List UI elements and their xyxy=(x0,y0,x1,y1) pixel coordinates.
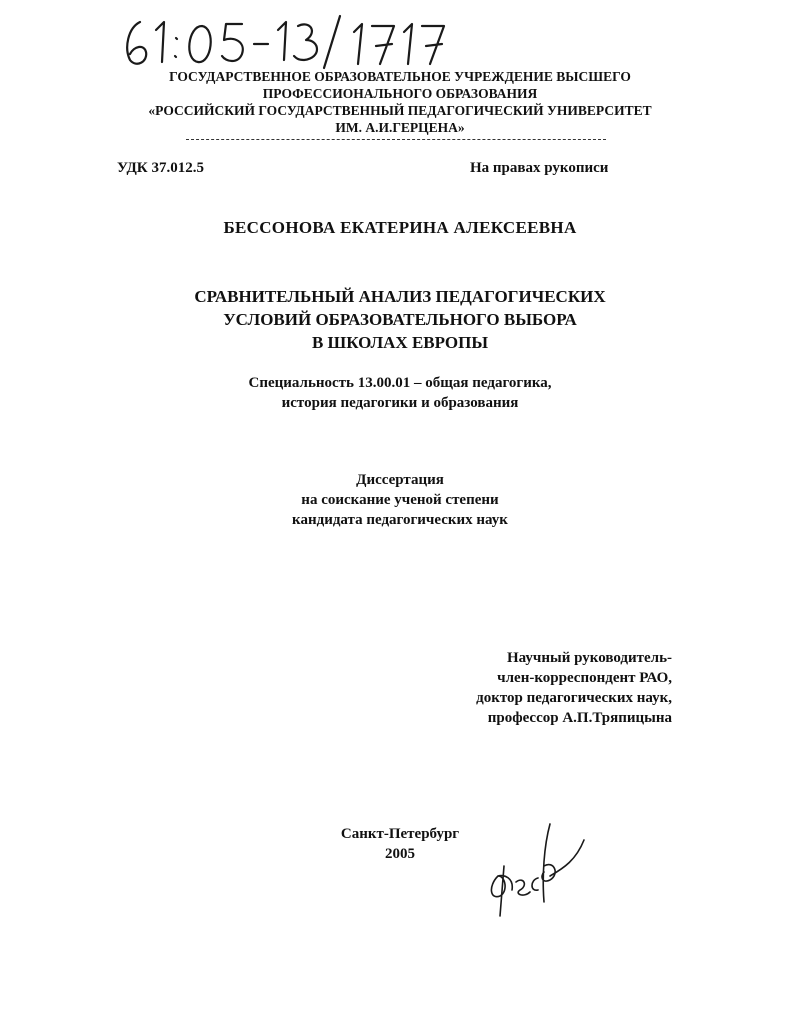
place-and-year xyxy=(100,824,700,864)
year: 2005 xyxy=(385,846,415,862)
scientific-advisor xyxy=(400,648,672,728)
manuscript-rights: На правах рукописи xyxy=(470,160,609,176)
degree-line: кандидата педагогических наук xyxy=(292,512,508,528)
advisor-line: доктор педагогических наук, xyxy=(476,690,672,706)
title-line: В ШКОЛАХ ЕВРОПЫ xyxy=(311,333,489,352)
advisor-line: профессор А.П.Тряпицына xyxy=(487,710,672,726)
title-line: СРАВНИТЕЛЬНЫЙ АНАЛИЗ ПЕДАГОГИЧЕСКИХ xyxy=(194,287,606,306)
city: Санкт-Петербург xyxy=(340,826,460,842)
specialty-line: история педагогики и образования xyxy=(281,395,519,411)
advisor-line: Научный руководитель- xyxy=(507,650,672,666)
dissertation-degree xyxy=(100,470,700,530)
dissertation-title xyxy=(100,285,700,354)
author-name: БЕССОНОВА ЕКАТЕРИНА АЛЕКСЕЕВНА xyxy=(223,218,577,237)
degree-line: на соискание ученой степени xyxy=(301,492,499,508)
handwritten-catalog-code xyxy=(118,8,458,72)
signature-icon xyxy=(484,816,594,926)
title-line: УСЛОВИЙ ОБРАЗОВАТЕЛЬНОГО ВЫБОРА xyxy=(223,310,577,329)
institution-line: «РОССИЙСКИЙ ГОСУДАРСТВЕННЫЙ ПЕДАГОГИЧЕСКИЙ УНИВЕРСИТЕТ xyxy=(148,103,652,118)
degree-line: Диссертация xyxy=(356,472,444,488)
advisor-line: член-корреспондент РАО, xyxy=(497,670,672,686)
institution-header xyxy=(100,68,700,136)
institution-line: ГОСУДАРСТВЕННОЕ ОБРАЗОВАТЕЛЬНОЕ УЧРЕЖДЕНИЕ ВЫСШЕГО xyxy=(169,69,631,84)
dashed-divider xyxy=(186,139,606,140)
udk-code: УДК 37.012.5 xyxy=(117,160,204,176)
specialty xyxy=(100,373,700,413)
institution-line: ИМ. А.И.ГЕРЦЕНА» xyxy=(335,120,465,135)
specialty-line: Специальность 13.00.01 – общая педагогика, xyxy=(248,375,552,391)
institution-line: ПРОФЕССИОНАЛЬНОГО ОБРАЗОВАНИЯ xyxy=(262,86,538,101)
